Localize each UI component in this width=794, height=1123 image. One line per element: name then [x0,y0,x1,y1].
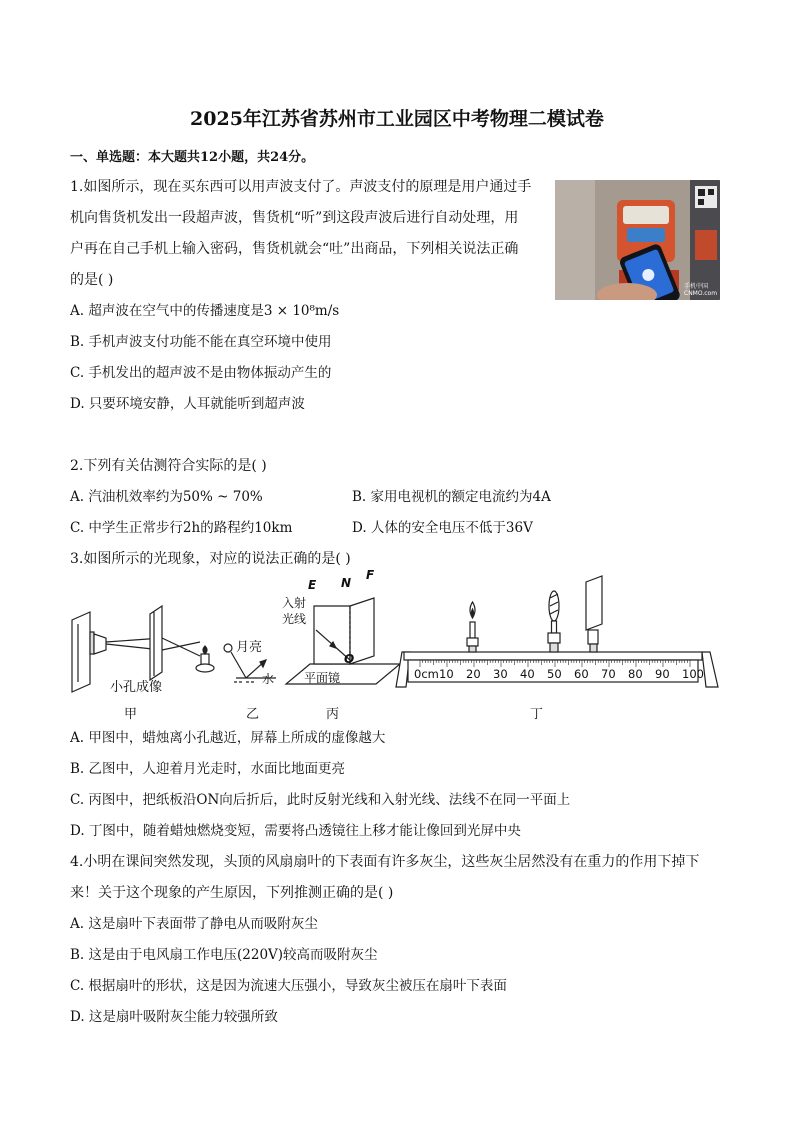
q1-option-a: A. 超声波在空气中的传播速度是3 × 10⁸m/s [70,303,340,319]
q1-option-b: B. 手机声波支付功能不能在真空环境中使用 [70,334,332,350]
figure-label-ding: 丁 [530,707,544,722]
q2-option-a: A. 汽油机效率约为50% ~ 70% [70,489,263,505]
q1-stem-line: 1.如图所示，现在买东西可以用声波支付了。声波支付的原理是用户通过手 [70,179,532,195]
water-label: 水 [262,672,275,686]
q4-option-c: C. 根据扇叶的形状，这是因为流速大压强小，导致灰尘被压在扇叶下表面 [70,978,507,994]
ruler-tick-label: 10 [439,667,454,681]
ruler-tick-label: 50 [547,667,562,681]
q2-option-d: D. 人体的安全电压不低于36V [352,520,533,536]
incident-ray-label-1: 入射 [282,596,307,610]
incident-ray-label-2: 光线 [282,612,307,626]
letter-e: E [308,578,317,592]
figure-label-jia: 甲 [124,707,138,722]
ruler-tick-label: 100 [682,667,704,681]
q2-stem: 2.下列有关估测符合实际的是( ) [70,458,267,474]
q3-stem: 3.如图所示的光现象，对应的说法正确的是( ) [70,551,351,567]
ruler-tick-label: 70 [601,667,616,681]
q3-option-d: D. 丁图中，随着蜡烛燃烧变短，需要将凸透镜往上移才能让像回到光屏中央 [70,823,521,839]
q3-option-c: C. 丙图中，把纸板沿ON向后折后，此时反射光线和入射光线、法线不在同一平面上 [70,792,571,808]
ruler-tick-label: 20 [466,667,481,681]
q2-option-b: B. 家用电视机的额定电流约为4A [352,489,551,505]
letter-o: O [344,652,355,666]
q3-option-b: B. 乙图中，人迎着月光走时，水面比地面更亮 [70,761,346,777]
letter-f: F [366,568,375,582]
q4-option-d: D. 这是扇叶吸附灰尘能力较强所致 [70,1009,278,1025]
ruler-tick-label: 0cm [414,667,439,681]
ruler-tick-label: 40 [520,667,535,681]
ruler-tick-label: 30 [493,667,508,681]
exam-title: 2025年江苏省苏州市工业园区中考物理二模试卷 [190,108,604,130]
ruler-tick-label: 60 [574,667,589,681]
q4-option-a: A. 这是扇叶下表面带了静电从而吸附灰尘 [70,916,318,932]
mirror-label: 平面镜 [304,671,341,685]
photo-watermark: 手机中国 CNMO.com [684,283,718,297]
figure-label-yi: 乙 [246,707,260,722]
q1-option-c: C. 手机发出的超声波不是由物体振动产生的 [70,365,332,381]
q3-option-a: A. 甲图中，蜡烛离小孔越近，屏幕上所成的虚像越大 [70,730,386,746]
q1-stem-line: 机向售货机发出一段超声波，售货机“听”到这段声波后进行自动处理，用 [70,210,519,226]
q4-stem-line: 来！关于这个现象的产生原因，下列推测正确的是( ) [70,885,394,901]
pinhole-caption: 小孔成像 [110,680,163,695]
ruler-tick-label: 90 [655,667,670,681]
section-heading: 一、单选题：本大题共12小题，共24分。 [70,150,315,165]
q1-option-d: D. 只要环境安静，人耳就能听到超声波 [70,396,305,412]
letter-n: N [341,576,352,590]
q2-option-c: C. 中学生正常步行2h的路程约10km [70,520,293,536]
q1-stem-line: 的是( ) [70,272,114,288]
ruler-tick-label: 80 [628,667,643,681]
q4-stem-line: 4.小明在课间突然发现，头顶的风扇扇叶的下表面有许多灰尘，这些灰尘居然没有在重力的作用下掉下 [70,854,700,870]
figure-label-bing: 丙 [326,707,340,722]
sonic-payment-photo [555,180,720,300]
optics-figure [66,568,726,722]
q1-stem-line: 户再在自己手机上输入密码，售货机就会“吐”出商品，下列相关说法正确 [70,241,519,257]
moon-label: 月亮 [236,640,263,655]
q4-option-b: B. 这是由于电风扇工作电压(220V)较高而吸附灰尘 [70,947,378,963]
